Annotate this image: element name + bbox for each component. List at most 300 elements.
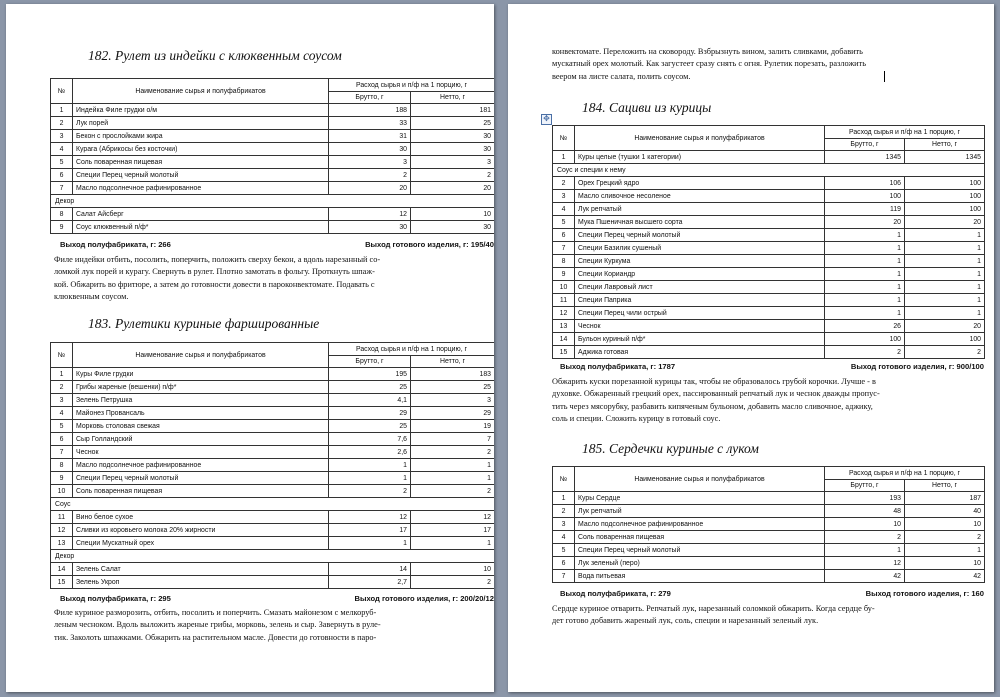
net-weight: 1 [905,544,985,557]
header-consumption: Расход сырья и п/ф на 1 порцию, г [329,343,495,356]
row-number: 8 [553,255,575,268]
gross-weight: 193 [825,492,905,505]
net-weight: 20 [905,320,985,333]
net-weight: 10 [411,208,495,221]
row-number: 15 [51,576,73,589]
header-name: Наименование сырья и полуфабрикатов [575,126,825,151]
table-row [553,281,985,294]
net-weight: 100 [905,177,985,190]
gross-weight: 1 [825,242,905,255]
ingredient-name: Соль поваренная пищевая [73,156,329,169]
gross-weight: 1 [825,544,905,557]
net-weight: 20 [905,216,985,229]
gross-weight: 1 [825,281,905,294]
section-label: Декор [51,550,495,563]
ingredient-name: Специи Куркума [575,255,825,268]
gross-weight: 100 [825,333,905,346]
table-row [51,420,495,433]
gross-weight: 2 [329,169,411,182]
header-gross: Брутто, г [329,92,411,104]
row-number: 2 [553,505,575,518]
gross-weight: 12 [825,557,905,570]
net-weight: 19 [411,420,495,433]
net-weight: 2 [411,485,495,498]
net-weight: 1 [411,472,495,485]
text-line: духовке. Обжаренный грецкий орех, пассированный репчатый лук и чеснок дважды пропус- [552,389,880,399]
table-row [51,117,495,130]
gross-weight: 195 [329,368,411,381]
table-row [51,221,495,234]
text-line: соль и специи. Сложить курицу в готовый соус. [552,414,721,424]
yield-line-184 [560,362,984,371]
table-row [51,537,495,550]
gross-weight: 1 [825,229,905,242]
ingredient-name: Соль поваренная пищевая [73,485,329,498]
row-number: 7 [51,182,73,195]
net-weight: 42 [905,570,985,583]
net-weight: 1 [905,294,985,307]
recipe-table-182 [50,78,494,234]
net-weight: 1 [905,307,985,320]
ingredient-name: Зелень Салат [73,563,329,576]
ingredient-name: Бульон куриный п/ф* [575,333,825,346]
table-row [51,524,495,537]
gross-weight: 20 [329,182,411,195]
ingredient-name: Сыр Голландский [73,433,329,446]
text-cursor [884,71,885,82]
gross-weight: 17 [329,524,411,537]
table-row [553,544,985,557]
table-row [553,346,985,359]
net-weight: 1 [905,268,985,281]
yield-semi-185: Выход полуфабриката, г: 279 [560,589,671,598]
ingredient-name: Специи Мускатный орех [73,537,329,550]
recipe-title-183: 183. Рулетики куриные фаршированные [88,316,320,331]
row-number: 5 [51,156,73,169]
row-number: 8 [51,459,73,472]
table-row [51,446,495,459]
net-weight: 2 [905,531,985,544]
text-line: Филе индейки отбить, посолить, поперчить, положить сверху бекон, а вдоль нарезанный со- [54,255,381,264]
text-line: дет готово добавить жареный лук, соль, специи и нарезанный зеленый лук. [552,616,819,626]
header-net: Нетто, г [411,356,495,368]
row-number: 1 [553,151,575,164]
text-line: тик. Заколоть шпажками. Обжарить на растительном масле. Довести до готовности в паро- [54,632,377,642]
gross-weight: 1 [329,459,411,472]
yield-line-185 [560,589,984,598]
table-row [553,531,985,544]
recipe-table-184 [552,125,985,359]
header-consumption: Расход сырья и п/ф на 1 порцию, г [825,467,985,480]
row-number: 1 [51,368,73,381]
row-number: 2 [51,381,73,394]
row-number: 7 [553,570,575,583]
gross-weight: 1 [825,294,905,307]
row-number: 4 [51,407,73,420]
yield-semi-184: Выход полуфабриката, г: 1787 [560,362,676,371]
gross-weight: 4,1 [329,394,411,407]
row-number: 3 [51,394,73,407]
gross-weight: 48 [825,505,905,518]
text-line: мускатный орех молотый. Как загустеет сразу снять с огня. Рулетик порезать, разложить [552,59,867,69]
gross-weight: 1 [825,307,905,320]
ingredient-name: Специи Кориандр [575,268,825,281]
net-weight: 25 [411,117,495,130]
gross-weight: 106 [825,177,905,190]
table-row [553,268,985,281]
recipe-text-182 [54,254,380,304]
row-number: 5 [553,544,575,557]
table-row [51,472,495,485]
text-line: леным чесноком. Вдоль выложить жареные грибы, морковь, зелень и сыр. Завернуть в руле- [54,620,381,630]
row-number: 10 [553,281,575,294]
header-name: Наименование сырья и полуфабрикатов [575,467,825,492]
net-weight: 17 [411,524,495,537]
table-row [51,459,495,472]
yield-final-182: Выход готового изделия, г: 195/40 [365,240,494,249]
recipe-table-183 [50,342,494,589]
table-row [51,104,495,117]
row-number: 4 [553,203,575,216]
row-number: 4 [51,143,73,156]
net-weight: 20 [411,182,495,195]
table-row [553,307,985,320]
recipe-title-182: 182. Рулет из индейки с клюквенным соусом [88,48,342,63]
gross-weight: 2 [329,485,411,498]
gross-weight: 12 [329,511,411,524]
row-number: 9 [553,268,575,281]
net-weight: 100 [905,333,985,346]
header-gross: Брутто, г [329,356,411,368]
yield-final-185: Выход готового изделия, г: 160 [865,589,984,598]
gross-weight: 10 [825,518,905,531]
section-row [51,550,495,563]
ingredient-name: Курага (Абрикосы без косточки) [73,143,329,156]
gross-weight: 7,6 [329,433,411,446]
header-consumption: Расход сырья и п/ф на 1 порцию, г [825,126,985,139]
row-number: 6 [51,433,73,446]
row-number: 13 [51,537,73,550]
table-row [553,190,985,203]
net-weight: 1 [905,281,985,294]
header-num: № [553,467,575,492]
row-number: 7 [51,446,73,459]
row-number: 9 [51,221,73,234]
row-number: 7 [553,242,575,255]
text-line: ломкой лук порей и курагу. Свернуть в рулет. Плотно замотать в фольгу. Проткнуть шпаж- [54,267,375,277]
net-weight: 10 [905,518,985,531]
row-number: 11 [51,511,73,524]
header-net: Нетто, г [905,480,985,492]
gross-weight: 2 [825,531,905,544]
section-row [553,164,985,177]
header-net: Нетто, г [905,139,985,151]
gross-weight: 29 [329,407,411,420]
gross-weight: 42 [825,570,905,583]
row-number: 1 [553,492,575,505]
ingredient-name: Сливки из коровьего молока 20% жирности [73,524,329,537]
table-row [553,333,985,346]
recipe-text-184 [552,376,880,426]
gross-weight: 2 [825,346,905,359]
table-row [553,255,985,268]
ingredient-name: Чеснок [575,320,825,333]
gross-weight: 26 [825,320,905,333]
table-row [553,320,985,333]
header-name: Наименование сырья и полуфабрикатов [73,79,329,104]
net-weight: 1 [411,537,495,550]
gross-weight: 1 [329,472,411,485]
yield-line-183 [60,594,494,603]
table-row [51,394,495,407]
recipe-text-183 [54,607,381,644]
ingredient-name: Бекон с прослойками жира [73,130,329,143]
row-number: 15 [553,346,575,359]
net-weight: 40 [905,505,985,518]
gross-weight: 14 [329,563,411,576]
ingredient-name: Лук репчатый [575,505,825,518]
net-weight: 181 [411,104,495,117]
header-num: № [51,79,73,104]
text-line: кой. Обжарить во фритюре, а затем до готовности довести в пароконвектомате. Подавать с [54,279,375,289]
ingredient-name: Соль поваренная пищевая [575,531,825,544]
row-number: 1 [51,104,73,117]
table-row [553,518,985,531]
gross-weight: 2,6 [329,446,411,459]
ingredient-name: Масло подсолнечное рафинированное [575,518,825,531]
row-number: 6 [553,557,575,570]
row-number: 9 [51,472,73,485]
gross-weight: 1 [825,268,905,281]
row-number: 2 [553,177,575,190]
ingredient-name: Специи Перец черный молотый [73,169,329,182]
ingredient-name: Специи Перец чили острый [575,307,825,320]
yield-semi-182: Выход полуфабриката, г: 266 [60,240,171,249]
text-line: Обжарить куски порезанной курицы так, чтобы не образовалось грубой корочки. Лучше - в [552,377,876,386]
ingredient-name: Специи Базилик сушеный [575,242,825,255]
text-line: клюквенным соусом. [54,292,129,302]
recipe-text-183-continued [552,46,866,83]
table-row [51,511,495,524]
ingredient-name: Масло подсолнечное рафинированное [73,182,329,195]
table-row [553,557,985,570]
net-weight: 100 [905,190,985,203]
gross-weight: 1345 [825,151,905,164]
net-weight: 1 [905,229,985,242]
table-row [51,156,495,169]
row-number: 3 [553,518,575,531]
header-consumption: Расход сырья и п/ф на 1 порцию, г [329,79,495,92]
ingredient-name: Зелень Укроп [73,576,329,589]
net-weight: 3 [411,156,495,169]
gross-weight: 1 [329,537,411,550]
recipe-title-184: 184. Сациви из курицы [582,100,712,115]
table-row [553,203,985,216]
ingredient-name: Специи Перец черный молотый [73,472,329,485]
row-number: 4 [553,531,575,544]
ingredient-name: Специи Перец черный молотый [575,229,825,242]
yield-final-184: Выход готового изделия, г: 900/100 [850,362,984,371]
table-row [553,505,985,518]
row-number: 5 [553,216,575,229]
table-row [553,216,985,229]
net-weight: 1 [411,459,495,472]
ingredient-name: Лук зеленый (перо) [575,557,825,570]
row-number: 8 [51,208,73,221]
table-row [51,130,495,143]
row-number: 13 [553,320,575,333]
text-line: конвектомате. Переложить на сковороду. Взбрызнуть вином, залить сливками, добавить [552,47,863,56]
gross-weight: 3 [329,156,411,169]
table-row [553,229,985,242]
table-row [51,368,495,381]
net-weight: 3 [411,394,495,407]
row-number: 6 [553,229,575,242]
table-row [553,294,985,307]
table-row [553,177,985,190]
row-number: 5 [51,420,73,433]
table-row [51,576,495,589]
row-number: 11 [553,294,575,307]
ingredient-name: Специи Лавровый лист [575,281,825,294]
net-weight: 2 [905,346,985,359]
ingredient-name: Куры целые (тушки 1 категории) [575,151,825,164]
net-weight: 30 [411,143,495,156]
ingredient-name: Лук порей [73,117,329,130]
ingredient-name: Масло подсолнечное рафинированное [73,459,329,472]
header-net: Нетто, г [411,92,495,104]
ingredient-name: Салат Айсберг [73,208,329,221]
ingredient-name: Морковь столовая свежая [73,420,329,433]
table-row [51,169,495,182]
section-label: Соус и специи к нему [553,164,985,177]
row-number: 14 [51,563,73,576]
table-row [51,485,495,498]
text-line: Филе куриное разморозить, отбить, посолить и поперчить. Смазать майонезом с мелкоруб- [54,608,377,617]
ingredient-name: Мука Пшеничная высшего сорта [575,216,825,229]
header-num: № [51,343,73,368]
gross-weight: 100 [825,190,905,203]
gross-weight: 30 [329,221,411,234]
row-number: 14 [553,333,575,346]
yield-line-182 [60,240,494,249]
text-line: веером на листе салата, полить соусом. [552,71,691,81]
gross-weight: 2,7 [329,576,411,589]
row-number: 2 [51,117,73,130]
header-gross: Брутто, г [825,139,905,151]
gross-weight: 31 [329,130,411,143]
recipe-text-185 [552,603,875,628]
yield-final-183: Выход готового изделия, г: 200/20/12 [354,594,494,603]
table-row [51,143,495,156]
net-weight: 1 [905,255,985,268]
table-row [51,433,495,446]
net-weight: 183 [411,368,495,381]
document-page-right [508,4,994,692]
net-weight: 12 [411,511,495,524]
ingredient-name: Куры Сердце [575,492,825,505]
row-number: 10 [51,485,73,498]
net-weight: 2 [411,446,495,459]
gross-weight: 30 [329,143,411,156]
recipe-title-185: 185. Сердечки куриные с луком [582,441,759,456]
gross-weight: 20 [825,216,905,229]
table-row [553,492,985,505]
row-number: 12 [51,524,73,537]
net-weight: 29 [411,407,495,420]
gross-weight: 33 [329,117,411,130]
ingredient-name: Орех Грецкий ядро [575,177,825,190]
gross-weight: 1 [825,255,905,268]
ingredient-name: Вода питьевая [575,570,825,583]
net-weight: 2 [411,169,495,182]
ingredient-name: Специи Перец черный молотый [575,544,825,557]
table-row [51,182,495,195]
net-weight: 2 [411,576,495,589]
table-row [553,570,985,583]
net-weight: 7 [411,433,495,446]
table-row [51,208,495,221]
header-gross: Брутто, г [825,480,905,492]
row-number: 6 [51,169,73,182]
gross-weight: 25 [329,381,411,394]
ingredient-name: Зелень Петрушка [73,394,329,407]
row-number: 3 [51,130,73,143]
ingredient-name: Майонез Провансаль [73,407,329,420]
ingredient-name: Аджика готовая [575,346,825,359]
ingredient-name: Специи Паприка [575,294,825,307]
net-weight: 10 [411,563,495,576]
gross-weight: 119 [825,203,905,216]
net-weight: 100 [905,203,985,216]
table-row [51,563,495,576]
table-row [553,151,985,164]
net-weight: 1345 [905,151,985,164]
text-line: Сердце куриное отварить. Репчатый лук, нарезанный соломкой обжарить. Когда сердце бу- [552,604,875,613]
row-number: 12 [553,307,575,320]
section-row [51,498,495,511]
recipe-table-185 [552,466,985,583]
table-row [51,407,495,420]
ingredient-name: Вино белое сухое [73,511,329,524]
table-row [553,242,985,255]
ingredient-name: Чеснок [73,446,329,459]
net-weight: 187 [905,492,985,505]
header-num: № [553,126,575,151]
yield-semi-183: Выход полуфабриката, г: 295 [60,594,171,603]
header-name: Наименование сырья и полуфабрикатов [73,343,329,368]
net-weight: 25 [411,381,495,394]
ingredient-name: Лук репчатый [575,203,825,216]
section-label: Соус [51,498,495,511]
row-number: 3 [553,190,575,203]
table-row [51,381,495,394]
ingredient-name: Соус клюквенный п/ф* [73,221,329,234]
section-row [51,195,495,208]
gross-weight: 188 [329,104,411,117]
ingredient-name: Куры Филе грудки [73,368,329,381]
gross-weight: 25 [329,420,411,433]
table-move-handle-icon[interactable]: ✥ [541,114,552,125]
net-weight: 10 [905,557,985,570]
ingredient-name: Индейка Филе грудки о/м [73,104,329,117]
gross-weight: 12 [329,208,411,221]
text-line: тить через мясорубку, разбавить кипяченым бульоном, добавить масло сливочное, аджику, [552,401,873,411]
net-weight: 30 [411,221,495,234]
net-weight: 30 [411,130,495,143]
ingredient-name: Масло сливочное несоленое [575,190,825,203]
net-weight: 1 [905,242,985,255]
